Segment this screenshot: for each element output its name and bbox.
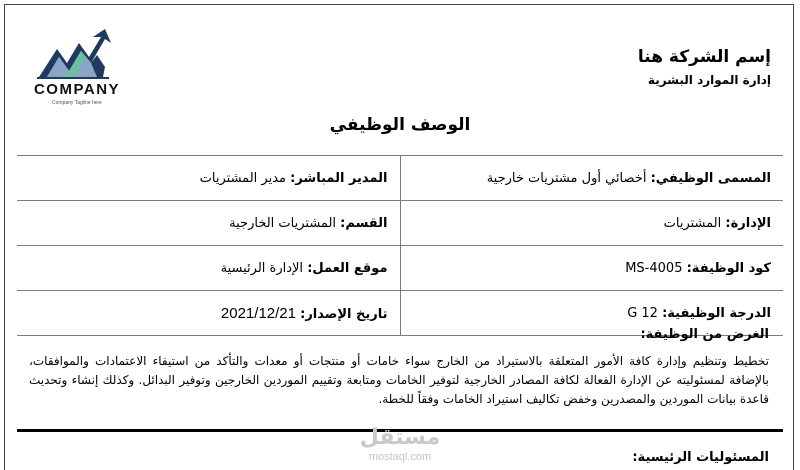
document-page (4, 4, 794, 470)
field-label: تاريخ الإصدار: (300, 306, 388, 322)
department-cell (400, 201, 783, 246)
field-label: موقع العمل: (307, 260, 388, 276)
field-value: G 12 (627, 305, 658, 321)
watermark-url: mostaql.com (368, 451, 432, 463)
field-label: الإدارة: (725, 215, 771, 231)
work-location-cell (17, 246, 400, 291)
field-value: الإدارة الرئيسية (220, 260, 304, 276)
watermark-text: مستقل (359, 425, 441, 450)
field-value: المشتريات الخارجية (229, 215, 337, 231)
purpose-text: تخطيط وتنظيم وإدارة كافة الأمور المتعلقة بالاستيراد من الخارج سواء خامات أو منتجات أو معدات والتأكد من استيفاء الاعتمادات والموافقات، بالإضافة لمسئوليته عن الإدارة الفعالة لكافة المصادر الخارجية لتوفير الخامات ومتابعة وتقييم الموردين الخارجين وتوفير البدائل. وكذلك إنشاء وتحديث قاعدة بيانات الموردين والمصدرين وخفض تكاليف استيراد الخامات وفقاً للخطة. (29, 354, 769, 406)
purpose-title: الغرض من الوظيفة: (640, 327, 769, 342)
field-label: الدرجة الوظيفية: (662, 305, 771, 321)
logo-company-name: COMPANY (33, 81, 121, 98)
logo-mark-icon (27, 29, 127, 81)
field-value: مدير المشتريات (199, 170, 286, 186)
job-info-table (17, 155, 783, 336)
field-value: أخصائي أول مشتريات خارجية (486, 170, 647, 186)
field-label: المدير المباشر: (290, 170, 388, 186)
field-label: كود الوظيفة: (686, 260, 771, 276)
field-value: MS-4005 (625, 260, 683, 276)
job-title-cell (400, 156, 783, 201)
field-label: القسم: (340, 215, 388, 231)
table-row (17, 156, 783, 201)
responsibilities-title: المسئوليات الرئيسية: (632, 450, 769, 465)
section-divider (17, 429, 783, 432)
field-label: المسمى الوظيفي: (650, 170, 771, 186)
document-title: الوصف الوظيفي (329, 115, 471, 135)
issue-date-cell (17, 291, 400, 336)
job-code-cell (400, 246, 783, 291)
department-name: إدارة الموارد البشرية (647, 73, 771, 87)
table-row (17, 246, 783, 291)
table-row (17, 201, 783, 246)
field-value: المشتريات (663, 215, 722, 231)
field-value: 2021/12/21 (220, 304, 296, 322)
direct-manager-cell (17, 156, 400, 201)
company-name: إسم الشركة هنا (637, 47, 771, 67)
logo-tagline: Company Tagline here (52, 100, 102, 106)
company-logo (27, 29, 137, 113)
section-cell (17, 201, 400, 246)
